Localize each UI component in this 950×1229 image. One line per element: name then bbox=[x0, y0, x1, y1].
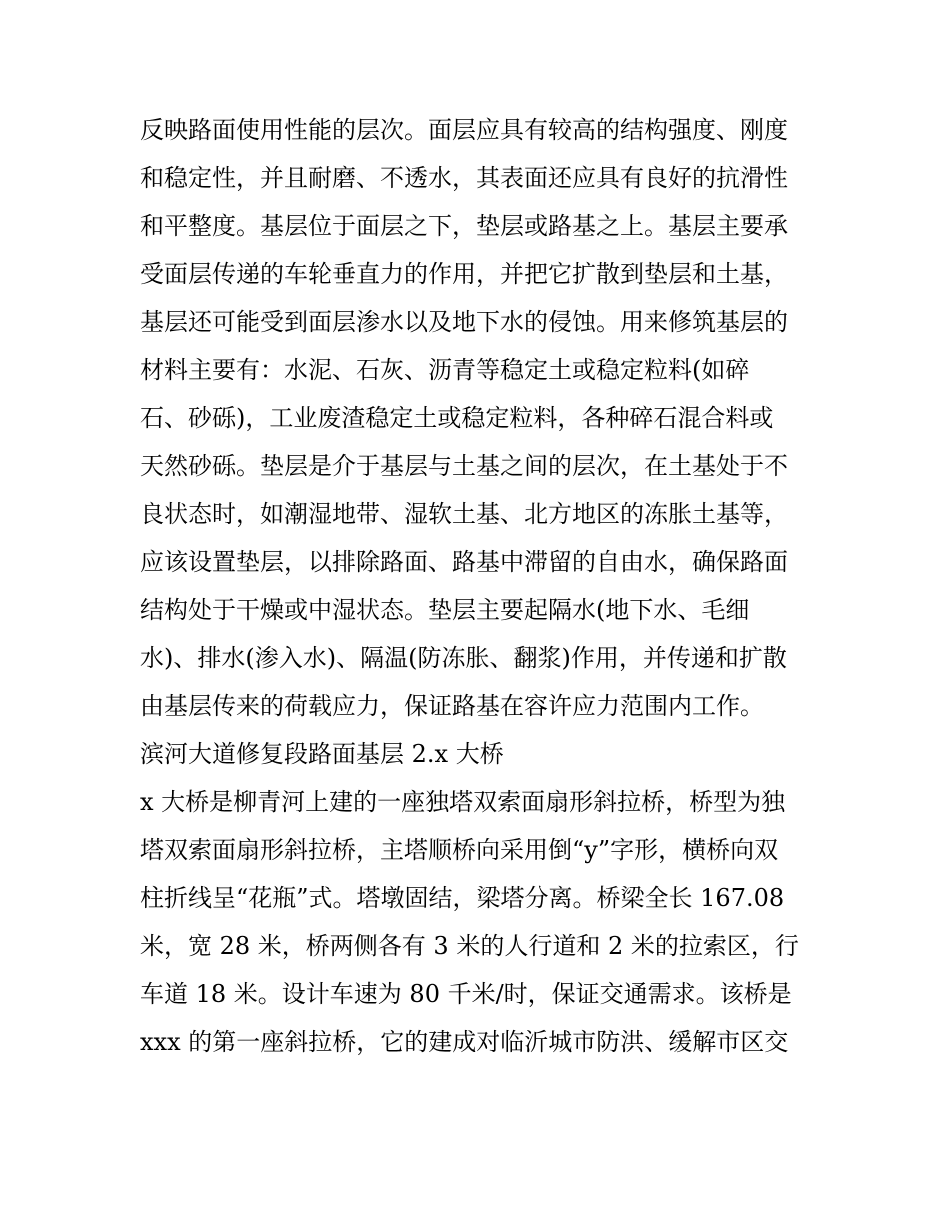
text-line: 应该设置垫层，以排除路面、路基中滞留的自由水，确保路面 bbox=[140, 548, 788, 576]
text-line: 受面层传递的车轮垂直力的作用，并把它扩散到垫层和土基， bbox=[140, 260, 788, 288]
body-text bbox=[140, 106, 820, 1066]
text-line: 反映路面使用性能的层次。面层应具有较高的结构强度、刚度 bbox=[140, 116, 788, 144]
text-line: x 大桥是柳青河上建的一座独塔双索面扇形斜拉桥，桥型为独 bbox=[140, 788, 786, 816]
text-line: 基层还可能受到面层渗水以及地下水的侵蚀。用来修筑基层的 bbox=[140, 308, 788, 336]
text-line: 由基层传来的荷载应力，保证路基在容许应力范围内工作。 bbox=[140, 692, 764, 720]
text-line: 水)、排水(渗入水)、隔温(防冻胀、翻浆)作用，并传递和扩散 bbox=[140, 644, 787, 672]
text-line: 结构处于干燥或中湿状态。垫层主要起隔水(地下水、毛细 bbox=[140, 596, 750, 624]
text-line: 车道 18 米。设计车速为 80 千米/时，保证交通需求。该桥是 bbox=[140, 980, 792, 1008]
text-line: 材料主要有：水泥、石灰、沥青等稳定土或稳定粒料(如碎 bbox=[140, 356, 750, 384]
text-line: xxx 的第一座斜拉桥，它的建成对临沂城市防洪、缓解市区交 bbox=[140, 1028, 789, 1056]
text-line: 和稳定性，并且耐磨、不透水，其表面还应具有良好的抗滑性 bbox=[140, 164, 788, 192]
text-line: 柱折线呈“花瓶”式。塔墩固结，梁塔分离。桥梁全长 167.08 bbox=[140, 884, 785, 912]
text-line: 塔双索面扇形斜拉桥，主塔顺桥向采用倒“y”字形，横桥向双 bbox=[140, 836, 779, 864]
text-line: 天然砂砾。垫层是介于基层与土基之间的层次，在土基处于不 bbox=[140, 452, 788, 480]
section-heading: 滨河大道修复段路面基层 2.x 大桥 bbox=[140, 740, 504, 768]
text-line: 石、砂砾)，工业废渣稳定土或稳定粒料，各种碎石混合料或 bbox=[140, 404, 774, 432]
text-line: 和平整度。基层位于面层之下，垫层或路基之上。基层主要承 bbox=[140, 212, 788, 240]
text-line: 良状态时，如潮湿地带、湿软土基、北方地区的冻胀土基等， bbox=[140, 500, 788, 528]
text-line: 米，宽 28 米，桥两侧各有 3 米的人行道和 2 米的拉索区，行 bbox=[140, 932, 799, 960]
